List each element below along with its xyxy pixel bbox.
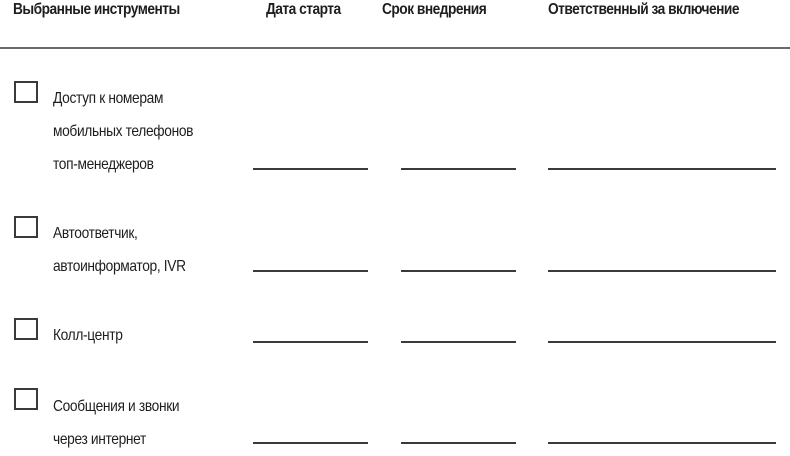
row-label: Сообщения и звонки через интернет	[53, 398, 180, 448]
row-label: Колл-центр	[53, 327, 123, 344]
start-date-field[interactable]	[253, 341, 368, 343]
responsible-field[interactable]	[548, 270, 776, 272]
header-divider	[0, 47, 790, 49]
deadline-field[interactable]	[401, 270, 516, 272]
start-date-field[interactable]	[253, 442, 368, 444]
responsible-field[interactable]	[548, 341, 776, 343]
start-date-field[interactable]	[253, 168, 368, 170]
responsible-field[interactable]	[548, 168, 776, 170]
header-instruments: Выбранные инструменты	[13, 1, 180, 18]
responsible-field[interactable]	[548, 442, 776, 444]
start-date-field[interactable]	[253, 270, 368, 272]
checkbox-autoresponder[interactable]	[14, 216, 38, 238]
row-label: Доступ к номерам мобильных телефонов топ-менеджеров	[53, 90, 194, 173]
deadline-field[interactable]	[401, 341, 516, 343]
header-responsible: Ответственный за включение	[548, 1, 740, 18]
header-deadline: Срок внедрения	[382, 1, 487, 18]
row-label: Автоответчик, автоинформатор, IVR	[53, 225, 186, 275]
deadline-field[interactable]	[401, 168, 516, 170]
header-start-date: Дата старта	[266, 1, 341, 18]
checkbox-internet-messaging[interactable]	[14, 388, 38, 410]
deadline-field[interactable]	[401, 442, 516, 444]
checkbox-mobile-access[interactable]	[14, 81, 38, 103]
checkbox-call-center[interactable]	[14, 318, 38, 340]
